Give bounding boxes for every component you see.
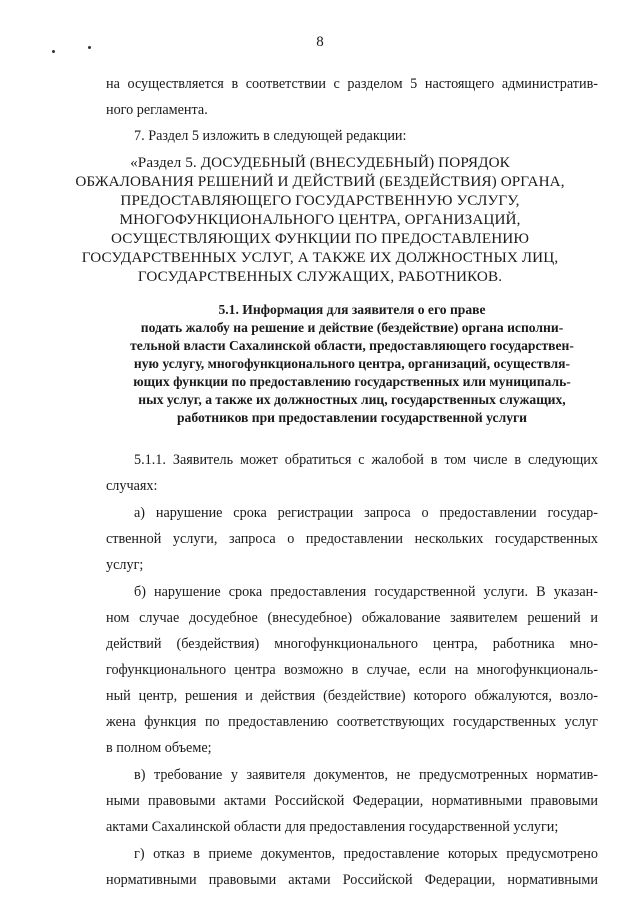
- body-line: 5.1.1. Заявитель может обратиться с жалобой в том числе в следующих: [134, 452, 598, 468]
- body-line: б) нарушение срока предоставления государственной услуги. В указан-: [134, 584, 598, 600]
- section-title-line: ГОСУДАРСТВЕННЫХ УСЛУГ, А ТАКЖЕ ИХ ДОЛЖНОСТНЫХ ЛИЦ,: [81, 249, 559, 266]
- subsection-title-line: тельной власти Сахалинской области, предоставляющего государствен-: [130, 338, 574, 353]
- page-number: 8: [316, 34, 324, 50]
- body-line: действий (бездействия) многофункционального центра, работника мно-: [106, 636, 598, 652]
- section-title-line: МНОГОФУНКЦИОНАЛЬНОГО ЦЕНТРА, ОРГАНИЗАЦИЙ,: [119, 211, 521, 228]
- body-line: ными правовыми актами Российской Федерации, нормативными правовыми: [106, 793, 598, 809]
- body-line: гофункционального центра возможно в случае, если на многофункциональ-: [106, 662, 598, 678]
- body-line: г) отказ в приеме документов, предоставление которых предусмотрено: [134, 846, 598, 862]
- subsection-title-line: подать жалобу на решение и действие (бездействие) органа исполни-: [140, 320, 564, 335]
- section-title-line: «Раздел 5. ДОСУДЕБНЫЙ (ВНЕСУДЕБНЫЙ) ПОРЯДОК: [130, 154, 510, 171]
- intro-line: ного регламента.: [106, 102, 208, 118]
- subsection-title-line: 5.1. Информация для заявителя о его праве: [218, 302, 486, 317]
- subsection-title-line: работников при предоставлении государственной услуги: [177, 410, 527, 425]
- body-line: случаях:: [106, 478, 158, 494]
- body-line: ном случае досудебное (внесудебное) обжалование заявителем решений и: [106, 610, 598, 626]
- body-line: в полном объеме;: [106, 740, 212, 756]
- section-title-line: ПРЕДОСТАВЛЯЮЩЕГО ГОСУДАРСТВЕННУЮ УСЛУГУ,: [120, 192, 520, 209]
- section-title-line: ОСУЩЕСТВЛЯЮЩИХ ФУНКЦИИ ПО ПРЕДОСТАВЛЕНИЮ: [110, 230, 530, 247]
- subsection-title-line: ных услуг, а также их должностных лиц, государственных служащих,: [138, 392, 566, 407]
- body-line: в) требование у заявителя документов, не предусмотренных норматив-: [134, 767, 598, 783]
- body-line: нормативными правовыми актами Российской Федерации, нормативными: [106, 872, 598, 888]
- body-line: актами Сахалинской области для предоставления государственной услуги;: [106, 819, 559, 835]
- intro-line: на осуществляется в соответствии с разделом 5 настоящего административ-: [106, 76, 598, 92]
- body-line: услуг;: [106, 557, 144, 573]
- subsection-title-line: ную услугу, многофункционального центра, организаций, осуществля-: [133, 356, 571, 371]
- subsection-title-line: ющих функции по предоставлению государственных или муниципаль-: [133, 374, 571, 389]
- body-line: ственной услуги, запроса о предоставлении нескольких государственных: [106, 531, 598, 547]
- body-line: а) нарушение срока регистрации запроса о предоставлении государ-: [134, 505, 598, 521]
- section-title-line: ГОСУДАРСТВЕННЫХ СЛУЖАЩИХ, РАБОТНИКОВ.: [137, 268, 503, 285]
- item-7: 7. Раздел 5 изложить в следующей редакции:: [134, 128, 407, 144]
- section-title-line: ОБЖАЛОВАНИЯ РЕШЕНИЙ И ДЕЙСТВИЙ (БЕЗДЕЙСТВИЯ) ОРГАНА,: [75, 173, 565, 190]
- body-line: ный центр, решения и действия (бездействие) которого обжалуются, возло-: [106, 688, 598, 704]
- body-line: жена функция по предоставлению соответствующих государственных услуг: [106, 714, 598, 730]
